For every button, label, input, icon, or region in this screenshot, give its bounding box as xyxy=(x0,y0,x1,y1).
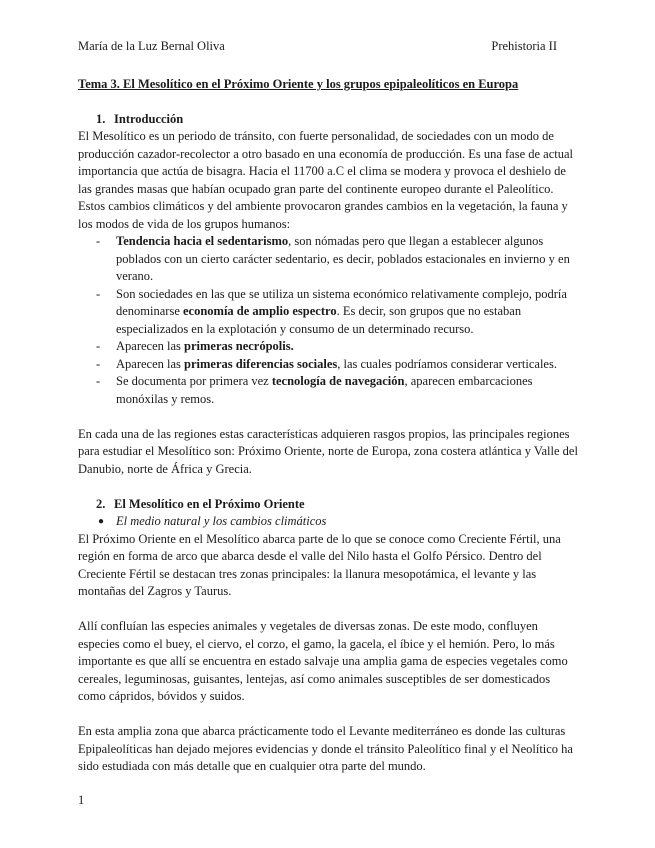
list-item: - Tendencia hacia el sedentarismo, son nómadas pero que llegan a establecer algunos poblados con un cierto carácter sedentario, es decir, poblados estacionales en invierno y en verano. xyxy=(78,233,578,286)
spacer xyxy=(78,706,578,724)
section-heading-introduccion xyxy=(78,111,578,129)
body-paragraph: Allí confluían las especies animales y vegetales de diversas zonas. De este modo, confluyen especies como el buey, el ciervo, el corzo, el gamo, la gacela, el íbice y el hemión. Pero, lo más importante es que allí se encuentra en estado salvaje una amplia gama de especies vegetales como cereales, leguminosas, guisantes, lentejas, así como animales susceptibles de ser domesticados como cápridos, bóvidos y suidos. xyxy=(78,619,568,703)
body-paragraph: En esta amplia zona que abarca prácticamente todo el Levante mediterráneo es donde las culturas Epipaleolíticas han dejado mejores evidencias y donde el tránsito Paleolítico final y el Neolítico ha sido estudiada con más detalle que en cualquier otra parte del mundo. xyxy=(78,724,573,773)
spacer xyxy=(78,478,578,496)
features-list xyxy=(78,233,578,408)
section-number: 1. xyxy=(96,111,106,126)
section-title: El Mesolítico en el Próximo Oriente xyxy=(114,496,305,511)
page-number: 1 xyxy=(78,793,85,807)
header-author: María de la Luz Bernal Oliva xyxy=(78,39,225,53)
bullet-icon: ● xyxy=(98,516,105,527)
section-number: 2. xyxy=(96,496,106,511)
intro-paragraph: El Mesolítico es un periodo de tránsito, con fuerte personalidad, de sociedades con un modo de producción cazador-recolector a otro basado en una economía de producción. Es una fase de actual importancia que actúa de bisagra. Hacia el 11700 a.C el clima se modera y provoca el deshielo de las grandes masas que habían ocupado gran parte del continente europeo durante el Paleolítico. Estos cambios climáticos y del ambiente provocaron grandes cambios en la vegetación, la fauna y los modos de vida de los grupos humanos: xyxy=(78,129,574,231)
list-item: - Son sociedades en las que se utiliza un sistema económico relativamente complejo, podría denominarse economía de amplio espectro. Es decir, son grupos que no estaban especializados en la explotación y consumo de un determinado recurso. xyxy=(78,286,578,339)
subheading-text: El medio natural y los cambios climáticos xyxy=(116,514,327,528)
header-course: Prehistoria II xyxy=(491,39,557,53)
list-item: - Se documenta por primera vez tecnología de navegación, aparecen embarcaciones monóxilas y remos. xyxy=(78,373,578,408)
list-item: - Aparecen las primeras diferencias sociales, las cuales podríamos considerar verticales. xyxy=(78,356,578,374)
spacer xyxy=(78,601,578,619)
list-item: - Aparecen las primeras necrópolis. xyxy=(78,338,578,356)
document-body xyxy=(78,76,578,776)
subheading xyxy=(78,513,578,531)
regions-paragraph: En cada una de las regiones estas características adquieren rasgos propios, las principales regiones para estudiar el Mesolítico son: Próximo Oriente, norte de Europa, zona costera atlántica y Valle del Danubio, norte de África y Grecia. xyxy=(78,426,578,476)
section-title: Introducción xyxy=(114,111,184,126)
body-paragraph: El Próximo Oriente en el Mesolítico abarca parte de lo que se conoce como Creciente Fértil, una región en forma de arco que abarca desde el valle del Nilo hasta el Golfo Pérsico. Dentro del Creciente Fértil se destacan tres zonas principales: la llanura mesopotámica, el levante y las montañas del Zagros y Taurus. xyxy=(78,531,561,598)
document-title: Tema 3. El Mesolítico en el Próximo Oriente y los grupos epipaleolíticos en Europa xyxy=(78,77,519,91)
section-heading-proximo-oriente xyxy=(78,496,578,514)
spacer xyxy=(78,408,578,426)
